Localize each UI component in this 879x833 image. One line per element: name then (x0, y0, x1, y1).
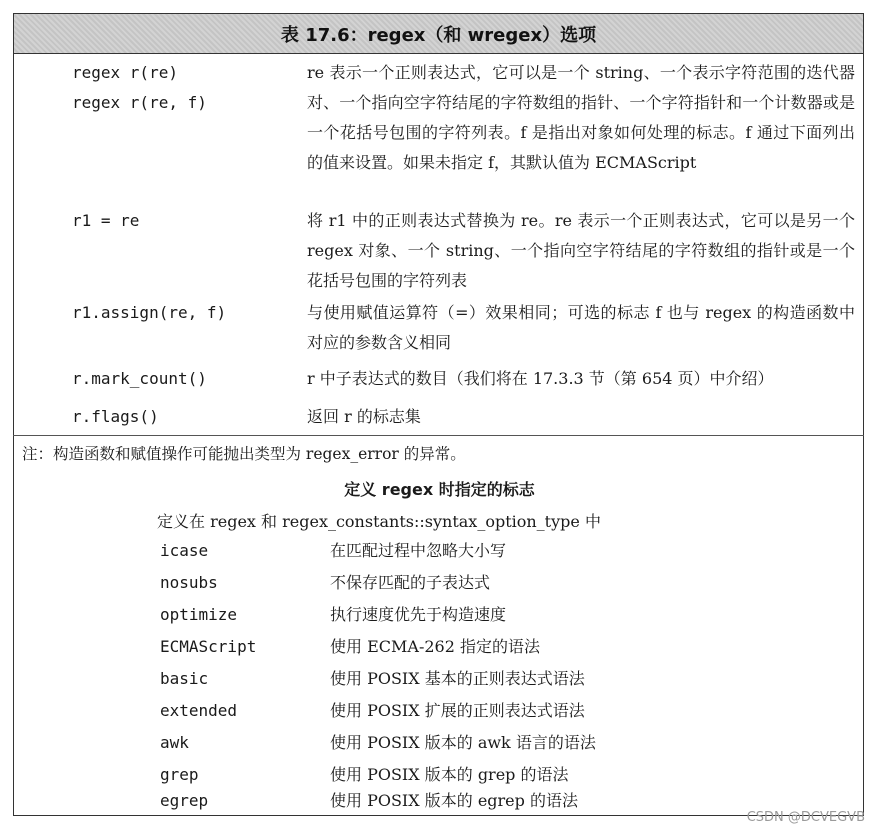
flag-description: 使用 ECMA-262 指定的语法 (330, 637, 540, 656)
operation-description: 将 r1 中的正则表达式替换为 re。re 表示一个正则表达式，它可以是另一个 regex 对象、一个 string、一个指向空字符结尾的字符数组的指针或是一个花括号包围的字符列表 (307, 211, 855, 290)
flag-row (0, 600, 879, 632)
table-title: 表 17.6：regex（和 wregex）选项 (14, 14, 863, 54)
flag-name: egrep (160, 791, 209, 810)
flag-name: optimize (160, 605, 238, 624)
flag-name: basic (160, 669, 209, 688)
flag-row (0, 568, 879, 600)
operation-description: 与使用赋值运算符（=）效果相同；可选的标志 f 也与 regex 的构造函数中对应的参数含义相同 (307, 303, 855, 352)
watermark: CSDN @DCVEGVB (746, 810, 865, 825)
operation-name: r.flags() (72, 407, 159, 426)
section-divider (13, 435, 864, 436)
flag-description: 使用 POSIX 版本的 grep 的语法 (330, 765, 569, 784)
flag-description: 在匹配过程中忽略大小写 (330, 541, 507, 560)
operation-description: r 中子表达式的数目（我们将在 17.3.3 节（第 654 页）中介绍） (307, 369, 774, 388)
flag-name: icase (160, 541, 209, 560)
flag-row (0, 664, 879, 696)
flag-description: 使用 POSIX 扩展的正则表达式语法 (330, 701, 585, 720)
flag-name: grep (160, 765, 199, 784)
operation-name: regex r(re, f) (72, 93, 207, 112)
flag-description: 执行速度优先于构造速度 (330, 605, 507, 624)
flag-description: 不保存匹配的子表达式 (330, 573, 491, 592)
flag-row (0, 696, 879, 728)
flag-description: 使用 POSIX 版本的 egrep 的语法 (330, 791, 578, 810)
flag-name: ECMAScript (160, 637, 257, 656)
flag-row (0, 728, 879, 760)
flag-name: awk (160, 733, 189, 752)
operation-name: r.mark_count() (72, 369, 207, 388)
flag-row (0, 632, 879, 664)
flags-namespace-line: 定义在 regex 和 regex_constants::syntax_option_type 中 (157, 512, 601, 531)
flag-row (0, 536, 879, 568)
flag-description: 使用 POSIX 基本的正则表达式语法 (330, 669, 585, 688)
table-note: 注：构造函数和赋值操作可能抛出类型为 regex_error 的异常。 (22, 445, 466, 463)
flag-name: nosubs (160, 573, 218, 592)
flag-description: 使用 POSIX 版本的 awk 语言的语法 (330, 733, 596, 752)
flag-name: extended (160, 701, 238, 720)
operation-name: r1 = re (72, 211, 140, 230)
operation-name: r1.assign(re, f) (72, 303, 227, 322)
operation-description: re 表示一个正则表达式，它可以是一个 string、一个表示字符范围的迭代器对、一个指向空字符结尾的字符数组的指针、一个字符指针和一个计数器或是一个花括号包围的字符列表。f 是指出对象如何处理的标志。f 通过下面列出的值来设置。如果未指定 f，其默认值为 ECMAScript (307, 63, 855, 172)
operation-name: regex r(re) (72, 63, 178, 82)
flags-section-title: 定义 regex 时指定的标志 (344, 480, 535, 499)
operation-description: 返回 r 的标志集 (307, 407, 421, 426)
